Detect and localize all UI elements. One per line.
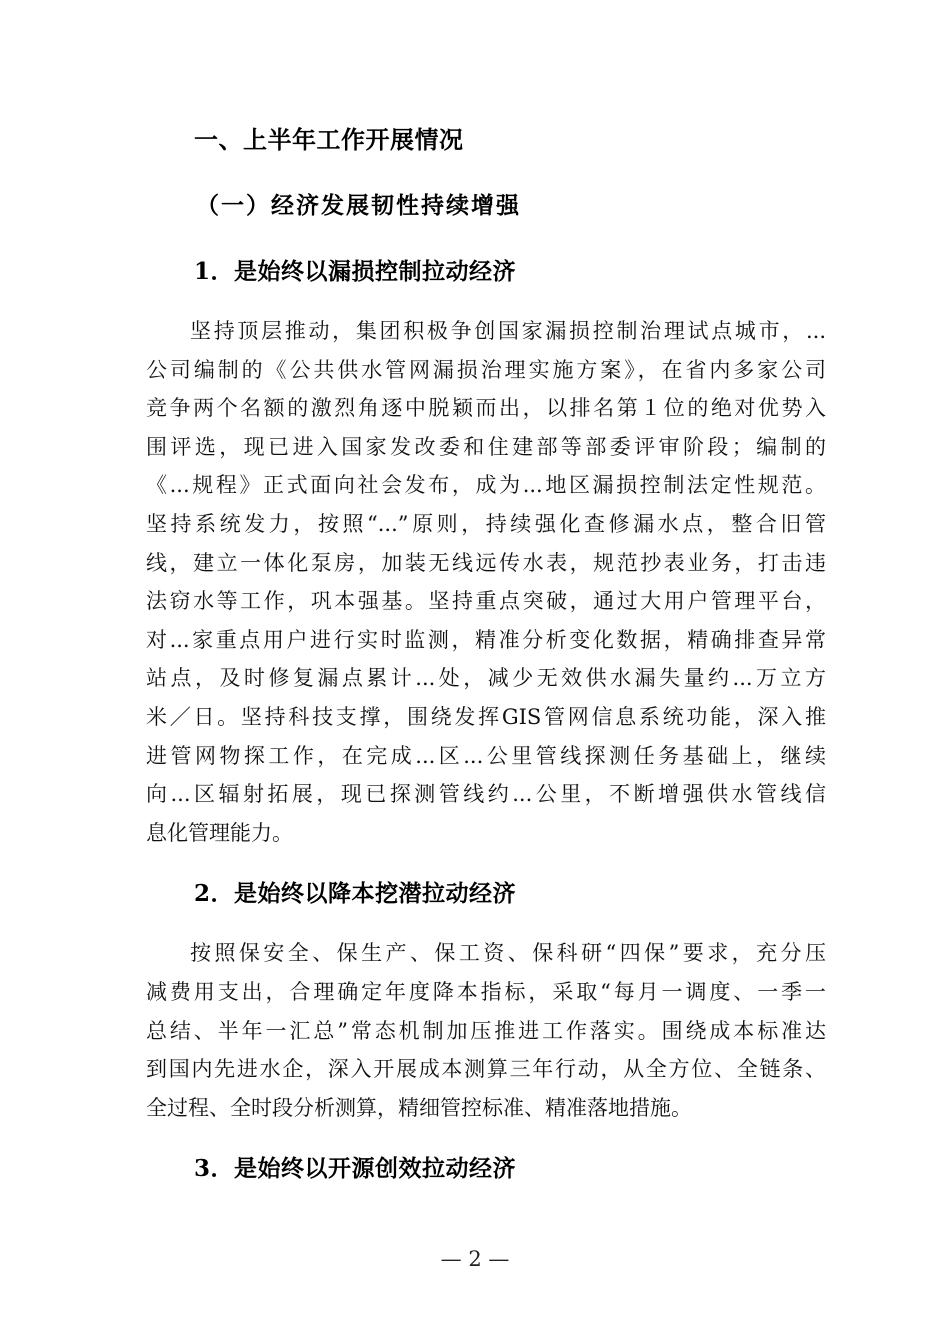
paragraph-line: 减费用支出，合理确定年度降本指标，采取“每月一调度、一季一	[146, 979, 826, 1004]
paragraph-2	[146, 934, 826, 1127]
paragraph-line: 公司编制的《公共供水管网漏损治理实施方案》，在省内多家公司	[146, 357, 826, 382]
paragraph-line: 坚持系统发力，按照“...”原则，持续强化查修漏水点，整合旧管	[146, 511, 826, 536]
subsection-title-3: 3．是始终以开源创效拉动经济	[194, 1155, 517, 1183]
document-body	[146, 118, 826, 1191]
paragraph-line: 竞争两个名额的激烈角逐中脱颖而出，以排名第１位的绝对优势入	[146, 396, 826, 421]
paragraph-line: 息化管理能力。	[146, 820, 293, 845]
paragraph-1	[146, 312, 826, 852]
section-heading-level-1: 一、上半年工作开展情况	[194, 125, 464, 154]
subsection-title-2: 2．是始终以降本挖潜拉动经济	[194, 880, 517, 908]
paragraph-line: 全过程、全时段分析测算，精细管控标准、精准落地措施。	[146, 1095, 692, 1120]
paragraph-line: 《...规程》正式面向社会发布，成为...地区漏损控制法定性规范。	[146, 473, 826, 498]
paragraph-line: 总结、半年一汇总”常态机制加压推进工作落实。围绕成本标准达	[146, 1018, 826, 1043]
paragraph-line: 到国内先进水企，深入开展成本测算三年行动，从全方位、全链条、	[146, 1057, 826, 1082]
subsection-title-1: 1．是始终以漏损控制拉动经济	[194, 258, 517, 285]
paragraph-line: 线，建立一体化泵房，加装无线远传水表，规范抄表业务，打击违	[146, 550, 826, 575]
paragraph-line: 对...家重点用户进行实时监测，精准分析变化数据，精确排查异常	[146, 627, 826, 652]
paragraph-line: 进管网物探工作，在完成...区...公里管线探测任务基础上，继续	[146, 743, 826, 768]
paragraph-line: 法窃水等工作，巩本强基。坚持重点突破，通过大用户管理平台，	[146, 589, 826, 614]
paragraph-line: 按照保安全、保生产、保工资、保科研“四保”要求，充分压	[190, 941, 826, 966]
paragraph-line: 站点，及时修复漏点累计...处，减少无效供水漏失量约...万立方	[146, 666, 826, 691]
section-heading-level-2: （一）经济发展韧性持续增强	[196, 192, 521, 219]
paragraph-line: 米／日。坚持科技支撑，围绕发挥GIS管网信息系统功能，深入推	[146, 704, 826, 729]
paragraph-line: 坚持顶层推动，集团积极争创国家漏损控制治理试点城市，...	[190, 319, 826, 343]
page-number: — 2 —	[440, 1247, 510, 1271]
paragraph-line: 向...区辐射拓展，现已探测管线约...公里，不断增强供水管线信	[146, 782, 826, 807]
paragraph-line: 围评选，现已进入国家发改委和住建部等部委评审阶段；编制的	[146, 434, 826, 459]
